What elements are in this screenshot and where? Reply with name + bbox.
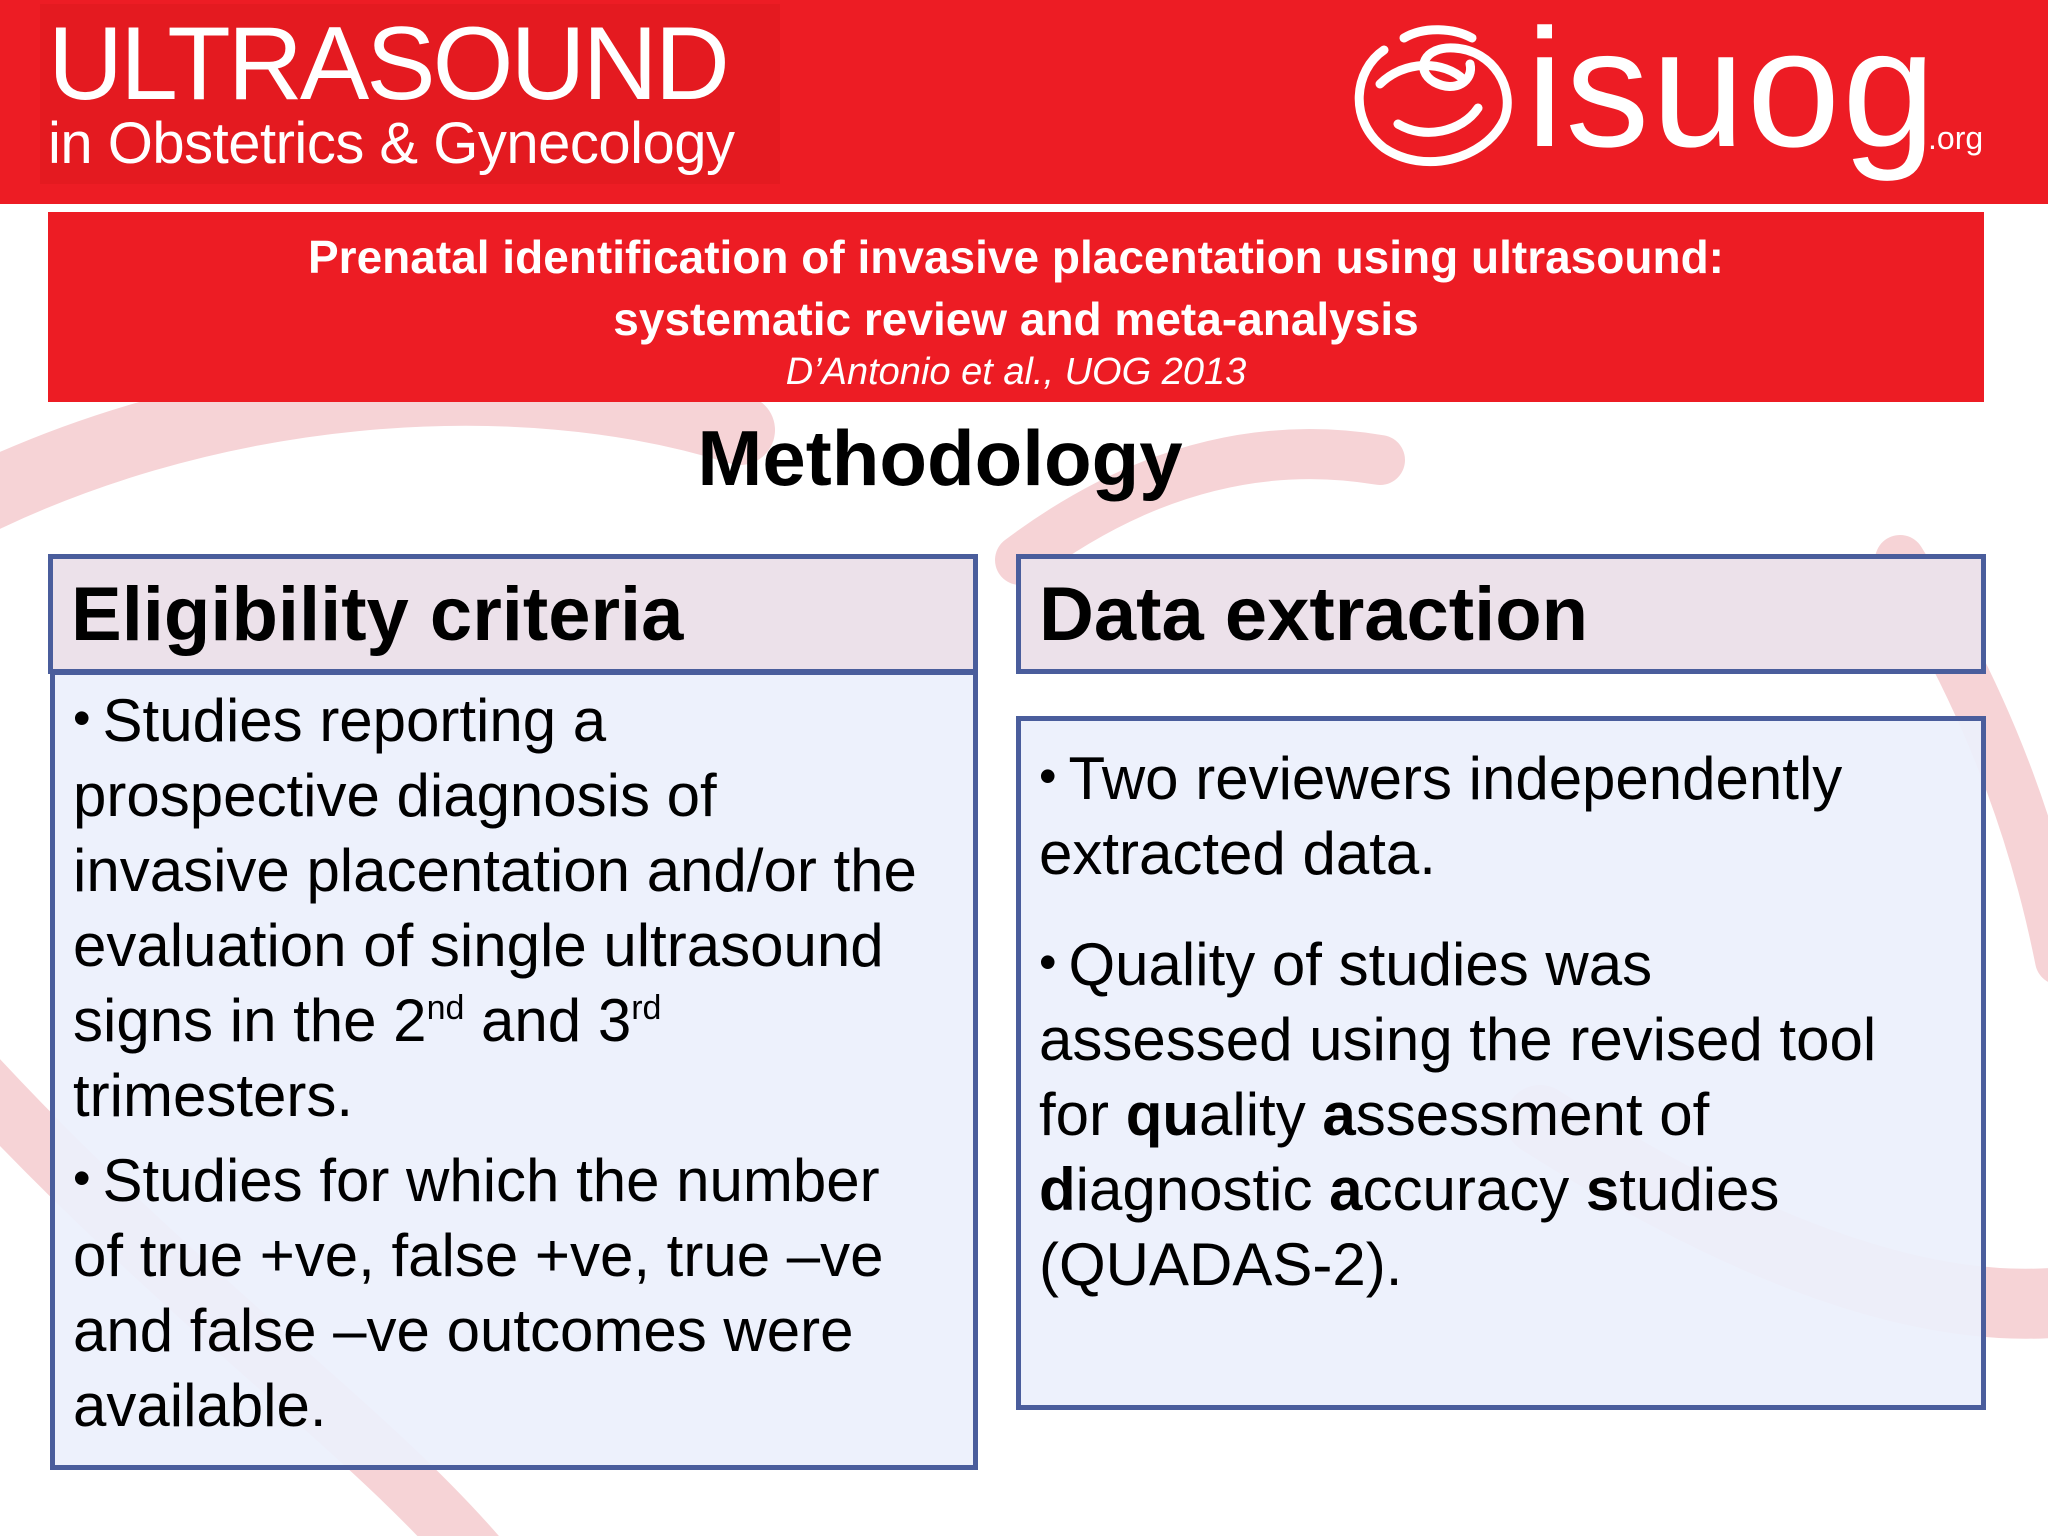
extraction-heading-text: Data extraction bbox=[1039, 572, 1589, 657]
text-line: (QUADAS-2). bbox=[1039, 1231, 1403, 1298]
text-line: evaluation of single ultrasound bbox=[73, 912, 884, 979]
eligibility-bullet-2 bbox=[73, 1141, 973, 1443]
journal-title: ULTRASOUND bbox=[48, 6, 727, 122]
text-line: • Two reviewers independently bbox=[1039, 745, 1843, 812]
text-line: and false –ve outcomes were bbox=[73, 1297, 854, 1364]
text-line: trimesters. bbox=[73, 1062, 354, 1129]
extraction-heading bbox=[1016, 554, 1986, 674]
text-line: • Studies reporting a bbox=[73, 687, 607, 754]
eligibility-content bbox=[50, 670, 978, 1470]
text-line: extracted data. bbox=[1039, 820, 1436, 887]
logo-text: isuog bbox=[1526, 0, 1938, 182]
article-title-line-1: Prenatal identification of invasive placentation using ultrasound: bbox=[308, 231, 1724, 283]
text-line: signs in the 2nd and 3rd bbox=[73, 987, 662, 1054]
superscript: rd bbox=[631, 989, 662, 1027]
fetus-logo-icon bbox=[1344, 20, 1514, 170]
bullet-marker: • bbox=[1039, 934, 1057, 990]
text-line: • Studies for which the number bbox=[73, 1147, 880, 1214]
extraction-bullet-2 bbox=[1039, 925, 1981, 1302]
superscript: nd bbox=[426, 989, 465, 1027]
eligibility-heading bbox=[48, 554, 978, 674]
extraction-content bbox=[1016, 716, 1986, 1410]
journal-header bbox=[0, 0, 2048, 204]
bullet-marker: • bbox=[1039, 748, 1057, 804]
journal-brand bbox=[40, 4, 780, 184]
isuog-logo bbox=[1344, 0, 2024, 194]
text-line: • Quality of studies was bbox=[1039, 931, 1653, 998]
bullet-marker: • bbox=[73, 690, 91, 746]
article-citation: D’Antonio et al., UOG 2013 bbox=[785, 351, 1247, 393]
logo-domain-suffix: .org bbox=[1928, 120, 1984, 156]
eligibility-bullet-1 bbox=[73, 681, 973, 1133]
text-line: for quality assessment of bbox=[1039, 1081, 1710, 1148]
text-line: invasive placentation and/or the bbox=[73, 837, 917, 904]
article-banner bbox=[48, 212, 1984, 402]
text-line: assessed using the revised tool bbox=[1039, 1006, 1877, 1073]
extraction-bullet-1 bbox=[1039, 739, 1981, 891]
article-title-line-2: systematic review and meta-analysis bbox=[613, 293, 1419, 345]
text-line: of true +ve, false +ve, true –ve bbox=[73, 1222, 884, 1289]
bullet-marker: • bbox=[73, 1150, 91, 1206]
text-line: prospective diagnosis of bbox=[73, 762, 717, 829]
text-line: diagnostic accuracy studies bbox=[1039, 1156, 1780, 1223]
text-line: available. bbox=[73, 1372, 327, 1439]
eligibility-heading-text: Eligibility criteria bbox=[71, 572, 684, 657]
section-title: Methodology bbox=[697, 414, 1183, 502]
article-title bbox=[48, 226, 1984, 350]
journal-subtitle: in Obstetrics & Gynecology bbox=[48, 111, 735, 176]
